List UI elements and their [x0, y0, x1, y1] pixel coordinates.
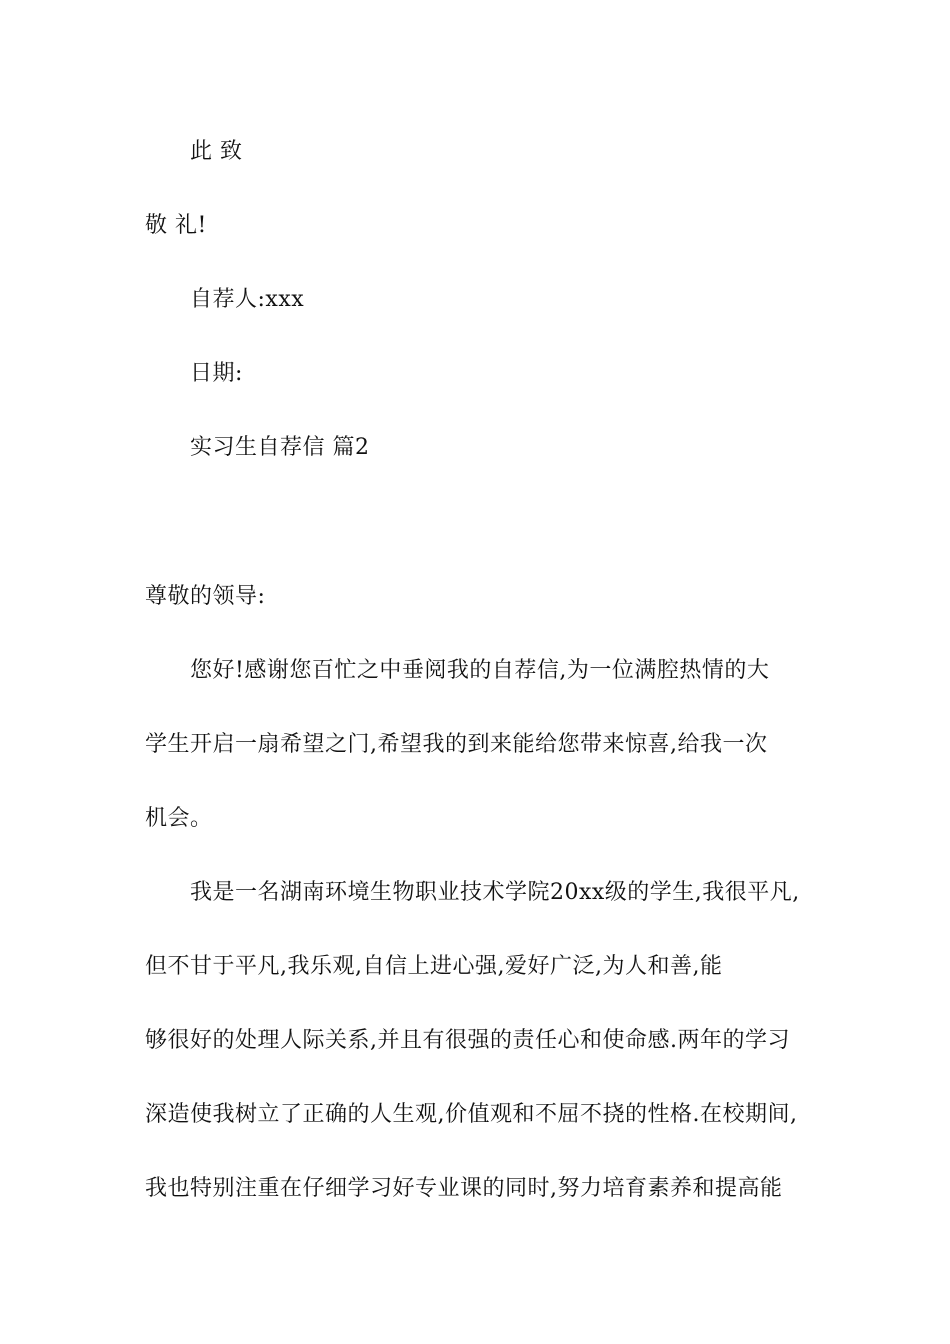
section-title: 实习生自荐信 篇2	[190, 435, 370, 460]
paragraph-2-line: 够很好的处理人际关系,并且有很强的责任心和使命感.两年的学习	[145, 1028, 790, 1053]
closing-respect: 敬 礼!	[145, 213, 207, 238]
paragraph-1-line: 学生开启一扇希望之门,希望我的到来能给您带来惊喜,给我一次	[145, 732, 768, 757]
date-line: 日期:	[190, 361, 243, 386]
closing-salutation: 此 致	[190, 139, 243, 164]
greeting: 尊敬的领导:	[145, 584, 266, 609]
paragraph-2-line: 深造使我树立了正确的人生观,价值观和不屈不挠的性格.在校期间,	[145, 1102, 798, 1127]
paragraph-2-line: 我也特别注重在仔细学习好专业课的同时,努力培育素养和提高能	[145, 1176, 783, 1201]
paragraph-1-line: 机会。	[145, 806, 213, 831]
paragraph-1-line: 您好!感谢您百忙之中垂阅我的自荐信,为一位满腔热情的大	[190, 658, 770, 683]
paragraph-2-line: 但不甘于平凡,我乐观,自信上进心强,爱好广泛,为人和善,能	[145, 954, 723, 979]
paragraph-2-line: 我是一名湖南环境生物职业技术学院20xx级的学生,我很平凡,	[190, 880, 800, 905]
signer-line: 自荐人:xxx	[190, 287, 305, 312]
